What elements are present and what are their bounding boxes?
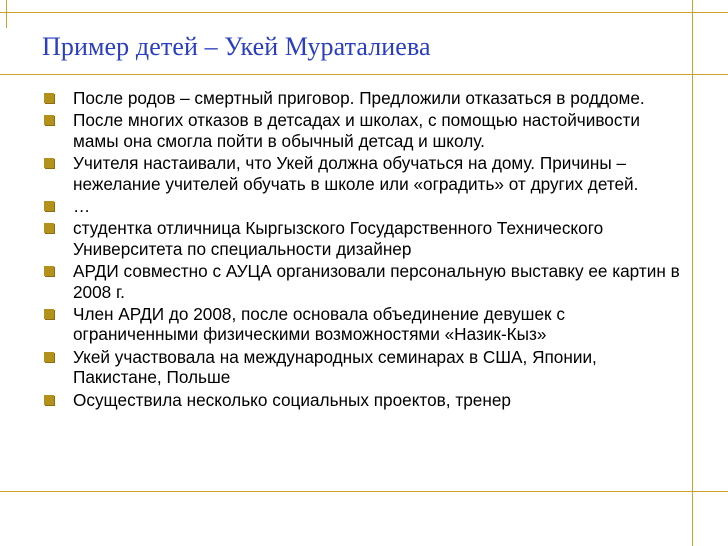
list-item [44, 304, 684, 345]
bullet-text: После родов – смертный приговор. Предложили отказаться в роддоме. [73, 88, 645, 108]
bottom-divider [0, 491, 728, 492]
bullet-text: Учителя настаивали, что Укей должна обучаться на дому. Причины – нежелание учителей обучать в школе или «оградить» от других детей. [73, 153, 639, 194]
list-item [44, 390, 684, 410]
square-bullet-icon [44, 395, 54, 405]
decorative-line [692, 0, 693, 546]
bullet-text: Укей участвовала на международных семинарах в США, Японии, Пакистане, Польше [73, 346, 597, 388]
square-bullet-icon [44, 309, 54, 319]
list-item [44, 153, 684, 194]
bullet-text: Член АРДИ до 2008, после основала объединение девушек с ограниченными физическими возможностями «Назик-Кыз» [73, 304, 565, 345]
square-bullet-icon [44, 93, 54, 103]
list-item [44, 218, 684, 259]
title-divider [0, 74, 728, 75]
bullet-list [44, 88, 684, 412]
decorative-line [6, 0, 7, 28]
slide-title: Пример детей – Укей Мураталиева [42, 32, 431, 61]
square-bullet-icon [44, 223, 54, 233]
square-bullet-icon [44, 352, 54, 362]
square-bullet-icon [44, 115, 54, 125]
square-bullet-icon [44, 158, 54, 168]
bullet-text: … [73, 196, 91, 217]
bullet-text: После многих отказов в детсадах и школах, с помощью настойчивости мамы она смогла пойти в обычный детсад и школу. [73, 110, 640, 151]
bullet-text: АРДИ совместно с АУЦА организовали персональную выставку ее картин в 2008 г. [73, 261, 680, 302]
list-item [44, 347, 684, 388]
list-item [44, 261, 684, 302]
list-item [44, 88, 684, 108]
bullet-text: студентка отличница Кыргызского Государственного Технического Университета по специальности дизайнер [73, 218, 604, 259]
square-bullet-icon [44, 266, 54, 276]
list-item [44, 110, 684, 151]
decorative-line [0, 12, 728, 13]
bullet-text: Осуществила несколько социальных проектов, тренер [73, 389, 511, 410]
square-bullet-icon [44, 201, 54, 211]
list-item [44, 196, 684, 216]
